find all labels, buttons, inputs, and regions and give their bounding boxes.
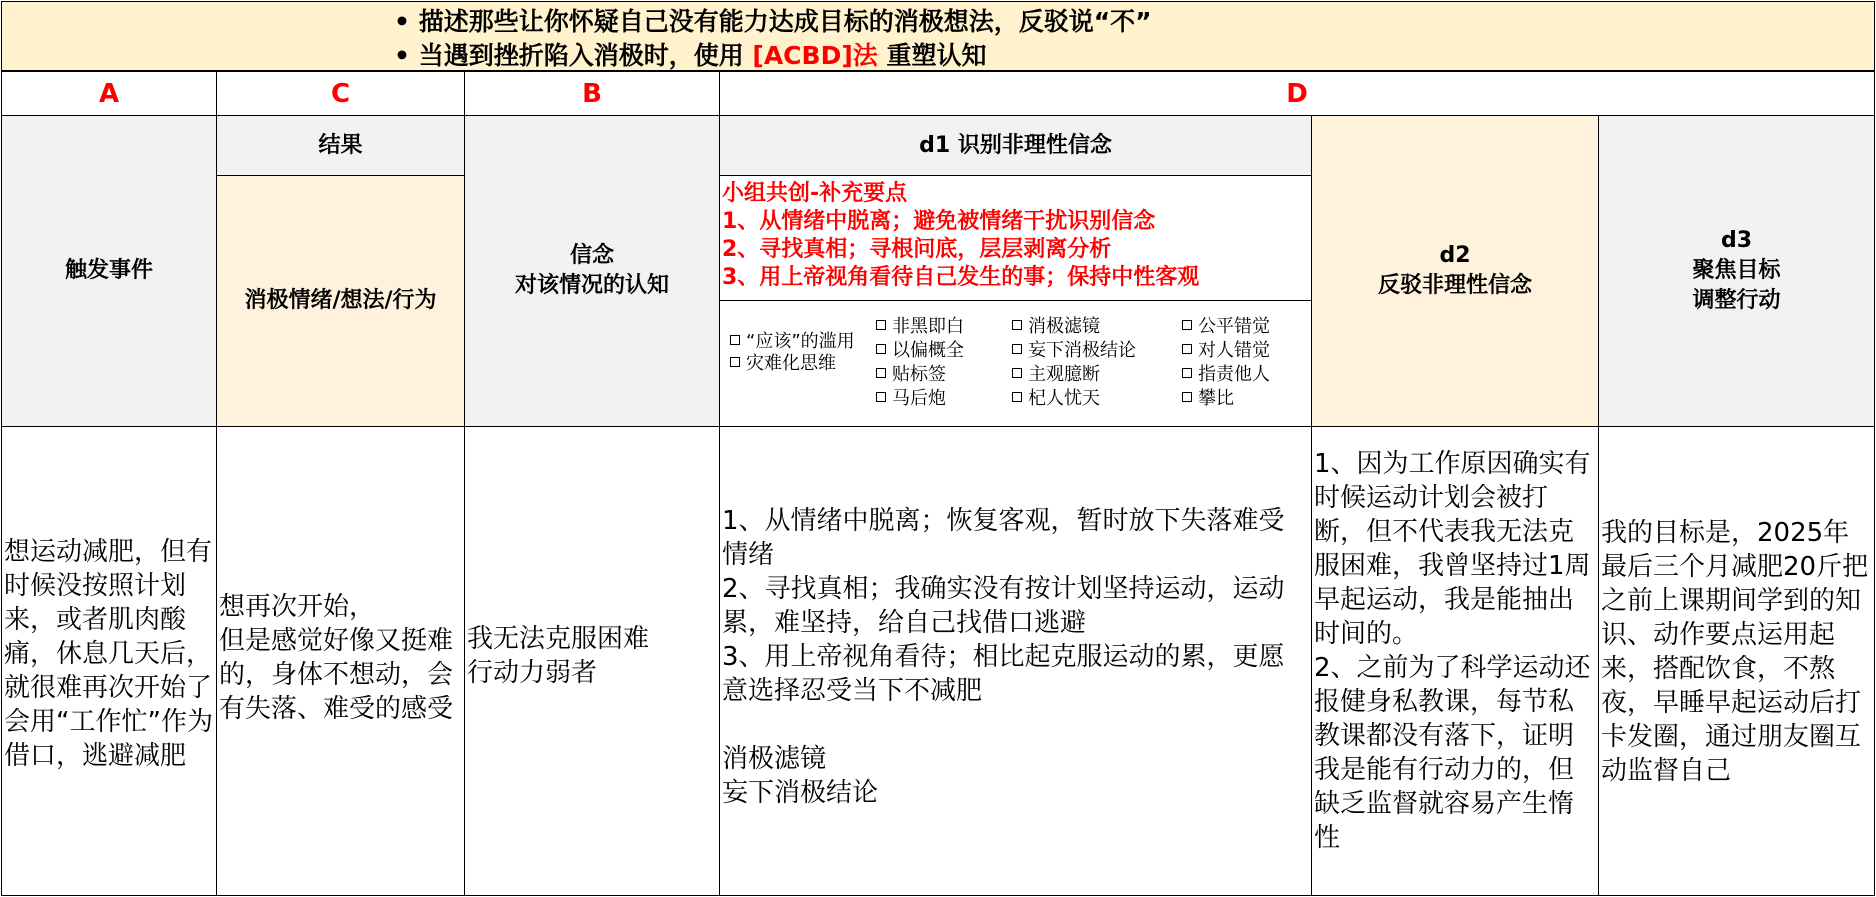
answer-d1[interactable]: 1、从情绪中脱离；恢复客观，暂时放下失落难受情绪 2、寻找真相；我确实没有按计划坚持运动，运动累，难坚持，给自己找借口逃避 3、用上帝视角看待；相比起克服运动的累，更愿意选择忍受当下不减肥 消极滤镜 妄下消极结论: [719, 426, 1312, 896]
answer-trigger[interactable]: 想运动减肥，但有时候没按照计划来，或者肌肉酸痛，休息几天后，就很难再次开始了 会用“工作忙”作为借口，逃避减肥: [1, 426, 217, 896]
checkbox-item[interactable]: 贴标签: [876, 363, 946, 387]
checkbox-item[interactable]: 指责他人: [1182, 363, 1270, 387]
column-letter-b: B: [464, 71, 720, 116]
instruction-banner: [1, 1, 1875, 71]
header-d2: d2 反驳非理性信念: [1311, 115, 1599, 427]
header-belief: 信念 对该情况的认知: [464, 115, 720, 427]
checkbox-item[interactable]: “应该”的滥用: [730, 330, 855, 354]
checkbox-icon: [1182, 344, 1192, 354]
checkbox-icon: [1182, 368, 1192, 378]
answer-negative[interactable]: 想再次开始， 但是感觉好像又挺难的，身体不想动，会有失落、难受的感受: [216, 426, 465, 896]
header-d1: d1 识别非理性信念: [719, 115, 1312, 176]
checkbox-item[interactable]: 杞人忧天: [1012, 387, 1100, 411]
checkbox-item[interactable]: 灾难化思维: [730, 352, 836, 376]
banner-line-2: • 当遇到挫折陷入消极时，使用 [ACBD]法 重塑认知: [394, 41, 987, 70]
checkbox-item[interactable]: 以偏概全: [876, 339, 964, 363]
checkbox-item[interactable]: 主观臆断: [1012, 363, 1100, 387]
tips-item-2: 2、寻找真相；寻根问底，层层剥离分析: [722, 237, 1112, 262]
answer-d3[interactable]: 我的目标是，2025年最后三个月减肥20斤把之前上课期间学到的知识、动作要点运用起来，搭配饮食，不熬夜，早睡早起运动后打卡发圈，通过朋友圈互动监督自己: [1598, 426, 1875, 896]
checkbox-icon: [1012, 368, 1022, 378]
banner-line-1: • 描述那些让你怀疑自己没有能力达成目标的消极想法，反驳说“不”: [394, 7, 1152, 36]
column-letter-d: D: [719, 71, 1875, 116]
checkbox-icon: [1182, 320, 1192, 330]
column-letter-c: C: [216, 71, 465, 116]
checkbox-icon: [876, 320, 886, 330]
tips-item-3: 3、用上帝视角看待自己发生的事；保持中性客观: [722, 265, 1200, 290]
bullet-icon: •: [394, 41, 419, 70]
header-trigger: 触发事件: [1, 115, 217, 427]
checkbox-item[interactable]: 消极滤镜: [1012, 315, 1100, 339]
header-d3: d3 聚焦目标 调整行动: [1598, 115, 1875, 427]
checkbox-icon: [1012, 392, 1022, 402]
distortion-checklist: [719, 300, 1312, 427]
checkbox-item[interactable]: 攀比: [1182, 387, 1234, 411]
checkbox-icon: [1012, 344, 1022, 354]
d1-tips-panel: [719, 175, 1312, 301]
checkbox-icon: [1012, 320, 1022, 330]
checkbox-icon: [1182, 392, 1192, 402]
checkbox-icon: [876, 344, 886, 354]
checkbox-item[interactable]: 公平错觉: [1182, 315, 1270, 339]
checkbox-item[interactable]: 非黑即白: [876, 315, 964, 339]
method-name: [ACBD]法: [752, 41, 878, 70]
checkbox-icon: [730, 335, 740, 345]
checkbox-icon: [876, 368, 886, 378]
checkbox-item[interactable]: 对人错觉: [1182, 339, 1270, 363]
checkbox-icon: [876, 392, 886, 402]
checkbox-item[interactable]: 马后炮: [876, 387, 946, 411]
checkbox-icon: [730, 357, 740, 367]
checkbox-item[interactable]: 妄下消极结论: [1012, 339, 1136, 363]
tips-title: 小组共创-补充要点: [722, 181, 908, 206]
header-negative: 消极情绪/想法/行为: [216, 175, 465, 427]
header-result: 结果: [216, 115, 465, 176]
bullet-icon: •: [394, 7, 419, 36]
answer-belief[interactable]: 我无法克服困难 行动力弱者: [464, 426, 720, 896]
answer-d2[interactable]: 1、因为工作原因确实有时候运动计划会被打断，但不代表我无法克服困难，我曾坚持过1周早起运动，我是能抽出时间的。 2、之前为了科学运动还报健身私教课，每节私教课都没有落下，证明我是能有行动力的，但缺乏监督就容易产生惰性: [1311, 426, 1599, 896]
column-letter-a: A: [1, 71, 217, 116]
tips-item-1: 1、从情绪中脱离；避免被情绪干扰识别信念: [722, 209, 1156, 234]
